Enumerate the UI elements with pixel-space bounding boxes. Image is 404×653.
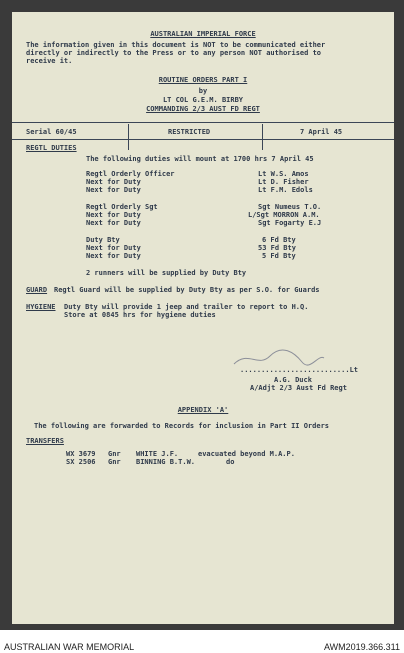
runners-note: 2 runners will be supplied by Duty Bty	[86, 269, 247, 277]
duty-name: Sgt Fogarty E.J	[258, 219, 322, 227]
warning-line-2: directly or indirectly to the Press or to any person NOT authorised to	[26, 49, 322, 57]
duty-name: Lt F.M. Edols	[258, 186, 313, 194]
archive-footer	[0, 630, 404, 653]
divider-tick	[262, 124, 263, 150]
duty-role: Next for Duty	[86, 244, 141, 252]
document-title: AUSTRALIAN IMPERIAL FORCE	[150, 30, 256, 38]
bottom-rule	[12, 139, 394, 140]
signatory-title: A/Adjt 2/3 Aust Fd Regt	[250, 384, 347, 392]
signature-line: ..........................Lt	[240, 366, 359, 374]
guard-text: Regtl Guard will be supplied by Duty Bty as per S.O. for Guards	[54, 286, 320, 294]
transfer-note: do	[226, 458, 235, 466]
duty-role: Next for Duty	[86, 178, 141, 186]
duty-role: Duty Bty	[86, 236, 120, 244]
duty-name: Lt D. Fisher	[258, 178, 309, 186]
transfer-number: SX 2506	[66, 458, 96, 466]
top-rule	[12, 122, 394, 123]
duty-role: Next for Duty	[86, 211, 141, 219]
duty-name: 53 Fd Bty	[258, 244, 296, 252]
duty-role: Next for Duty	[86, 219, 141, 227]
duty-name: Lt W.S. Amos	[258, 170, 309, 178]
divider-tick	[128, 124, 129, 150]
transfer-note: evacuated beyond M.A.P.	[198, 450, 295, 458]
guard-label: GUARD	[26, 286, 48, 294]
orders-commander: LT COL G.E.M. BIRBY	[162, 96, 244, 104]
duty-name: 5 Fd Bty	[262, 252, 296, 260]
appendix-intro: The following are forwarded to Records for inclusion in Part II Orders	[34, 422, 330, 430]
signatory-name: A.G. Duck	[274, 376, 312, 384]
duty-role: Next for Duty	[86, 252, 141, 260]
appendix-title: APPENDIX 'A'	[177, 406, 229, 414]
transfers-title: TRANSFERS	[26, 437, 64, 445]
duty-role: Regtl Orderly Sgt	[86, 203, 158, 211]
hygiene-line-2: Store at 0845 hrs for hygiene duties	[64, 311, 216, 319]
warning-line-1: The information given in this document is NOT to be communicated either	[26, 41, 326, 49]
hygiene-line-1: Duty Bty will provide 1 jeep and trailer to report to H.Q.	[64, 303, 309, 311]
transfer-name: WHITE J.F.	[136, 450, 179, 458]
duty-name: 6 Fd Bty	[262, 236, 296, 244]
document-page	[12, 12, 394, 624]
duty-role: Next for Duty	[86, 186, 141, 194]
orders-unit: COMMANDING 2/3 AUST FD REGT	[146, 105, 260, 113]
orders-by: by	[198, 87, 208, 95]
transfer-rank: Gnr	[108, 450, 121, 458]
duty-name: L/Sgt MORRON A.M.	[248, 211, 320, 219]
duties-section-title: REGTL DUTIES	[26, 144, 77, 152]
hygiene-label: HYGIENE	[26, 303, 56, 311]
warning-line-3: receive it.	[26, 57, 73, 65]
transfer-rank: Gnr	[108, 458, 121, 466]
transfer-name: BINNING B.T.W.	[136, 458, 196, 466]
duties-intro: The following duties will mount at 1700 hrs 7 April 45	[86, 155, 314, 163]
duty-role: Regtl Orderly Officer	[86, 170, 175, 178]
duty-name: Sgt Numeus T.O.	[258, 203, 322, 211]
transfer-number: WX 3679	[66, 450, 96, 458]
order-date: 7 April 45	[300, 128, 343, 136]
archive-name: AUSTRALIAN WAR MEMORIAL	[4, 642, 135, 652]
accession-number: AWM2019.366.311	[323, 642, 400, 652]
orders-heading: ROUTINE ORDERS PART I	[158, 76, 248, 84]
serial-number: Serial 60/45	[26, 128, 77, 136]
classification: RESTRICTED	[168, 128, 211, 136]
